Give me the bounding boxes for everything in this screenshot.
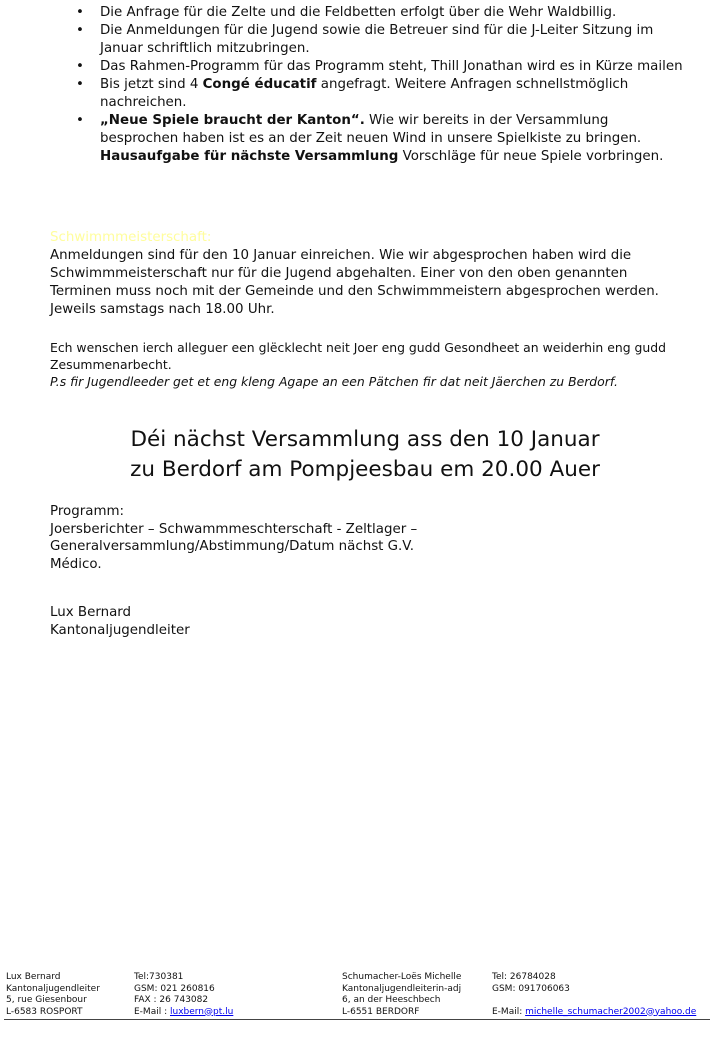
programm-line-3: Médico. — [50, 556, 102, 572]
footer-contact-lux-phone — [134, 972, 233, 1018]
footer-lux-email-row — [134, 1007, 233, 1019]
footer-schumacher-email-label: E-Mail: — [492, 1006, 526, 1017]
footer-schumacher-title: Kantonaljugendleiterin-adj — [342, 983, 462, 994]
bullet-text: Wie wir bereits in der Versammlung besprochen haben ist es an der Zeit neuen Wind in unsere Spielkiste zu bringen. — [100, 113, 642, 146]
footer-schumacher-spacer — [492, 995, 696, 1007]
bullet-text: Die Anmeldungen für die Jugend sowie die Betreuer sind für die J-Leiter Sitzung im Januar schriftlich mitzubringen. — [100, 23, 654, 56]
postscript-text: P.s fir Jugendleeder get et eng kleng Agape an een Pätchen fir dat neit Jäerchen zu Berdorf. — [50, 374, 618, 389]
new-year-wishes — [50, 339, 690, 390]
footer-schumacher-email-link[interactable]: michelle_schumacher2002@yahoo.de — [525, 1006, 697, 1017]
agenda-bullet-item — [50, 112, 685, 166]
agenda-bullet-item — [50, 22, 685, 58]
footer-schumacher-street: 6, an der Heeschbech — [342, 995, 441, 1005]
footer-lux-street: 5, rue Giesenbour — [6, 995, 87, 1005]
agenda-bullet-item — [50, 58, 685, 76]
signature-title: Kantonaljugendleiter — [50, 622, 190, 638]
footer-divider — [4, 1019, 710, 1020]
footer-schumacher-tel: Tel: 26784028 — [492, 972, 556, 982]
swim-championship-section — [50, 229, 690, 319]
bullet-dot-icon: • — [76, 23, 84, 38]
new-year-wish-text: Ech wenschen ierch alleguer een glëcklecht neit Joer eng gudd Gesondheet an weiderhin eng gudd Zesummenarbecht. — [50, 340, 666, 372]
bullet-bold-text: „Neue Spiele braucht der Kanton“. — [100, 113, 365, 128]
bullet-bold-text: Hausaufgabe für nächste Versammlung — [100, 149, 399, 164]
footer-schumacher-city: L-6551 BERDORF — [342, 1006, 420, 1017]
bullet-text: angefragt. Weitere Anfragen schnellstmöglich nachreichen. — [100, 77, 629, 110]
programm-section — [50, 503, 690, 573]
programm-label: Programm: — [50, 504, 125, 519]
footer-schumacher-gsm: GSM: 091706063 — [492, 983, 570, 994]
bullet-dot-icon: • — [76, 113, 84, 128]
footer-lux-city: L-6583 ROSPORT — [6, 1006, 83, 1017]
bullet-text: Vorschläge für neue Spiele vorbringen. — [398, 149, 664, 164]
footer-contact-schumacher-address — [342, 972, 461, 1018]
swim-championship-text: Anmeldungen sind für den 10 Januar einreichen. Wie wir abgesprochen haben wird die Schwimmmeisterschaft nur für die Jugend abgehalten. Einer von den oben genannten Terminen muss noch mit der Gemeinde und den Schwimmmeistern abgesprochen werden. Jeweils samstags nach 18.00 Uhr. — [50, 248, 659, 317]
swim-championship-heading: Schwimmmeisterschaft: — [50, 230, 212, 245]
footer-lux-title: Kantonaljugendleiter — [6, 983, 100, 994]
bullet-text: Bis jetzt sind 4 — [100, 77, 203, 92]
next-meeting-line-1: Déi nächst Versammlung ass den 10 Januar — [130, 427, 600, 452]
footer-lux-email-label: E-Mail : — [134, 1006, 170, 1017]
signature-block — [50, 604, 350, 639]
bullet-text: Das Rahmen-Programm für das Programm steht, Thill Jonathan wird es in Kürze mailen — [100, 59, 683, 74]
agenda-bullet-item — [50, 4, 685, 22]
agenda-bullet-item — [50, 76, 685, 112]
next-meeting-line-2: zu Berdorf am Pompjeesbau em 20.00 Auer — [130, 457, 600, 482]
bullet-dot-icon: • — [76, 77, 84, 92]
footer-contact-lux-address — [6, 972, 100, 1018]
footer-schumacher-email-row — [492, 1007, 696, 1019]
footer-contact-schumacher-phone — [492, 972, 696, 1018]
bullet-bold-text: Congé éducatif — [202, 77, 317, 92]
bullet-dot-icon: • — [76, 5, 84, 20]
footer-lux-tel: Tel:730381 — [134, 972, 184, 982]
bullet-text: Die Anfrage für die Zelte und die Feldbetten erfolgt über die Wehr Waldbillig. — [100, 5, 617, 20]
footer-lux-fax: FAX : 26 743082 — [134, 995, 209, 1005]
footer-schumacher-name: Schumacher-Loës Michelle — [342, 972, 462, 982]
footer-lux-name: Lux Bernard — [6, 972, 61, 982]
agenda-bullet-list — [50, 4, 685, 166]
programm-line-1: Joersberichter – Schwammmeschterschaft - Zeltlager – — [50, 521, 418, 537]
signature-name: Lux Bernard — [50, 605, 132, 620]
footer-lux-gsm: GSM: 021 260816 — [134, 983, 215, 994]
next-meeting-announcement — [50, 425, 680, 485]
programm-line-2: Generalversammlung/Abstimmung/Datum nächst G.V. — [50, 539, 414, 554]
footer-lux-email-link[interactable]: luxbern@pt.lu — [169, 1006, 234, 1017]
bullet-dot-icon: • — [76, 59, 84, 74]
